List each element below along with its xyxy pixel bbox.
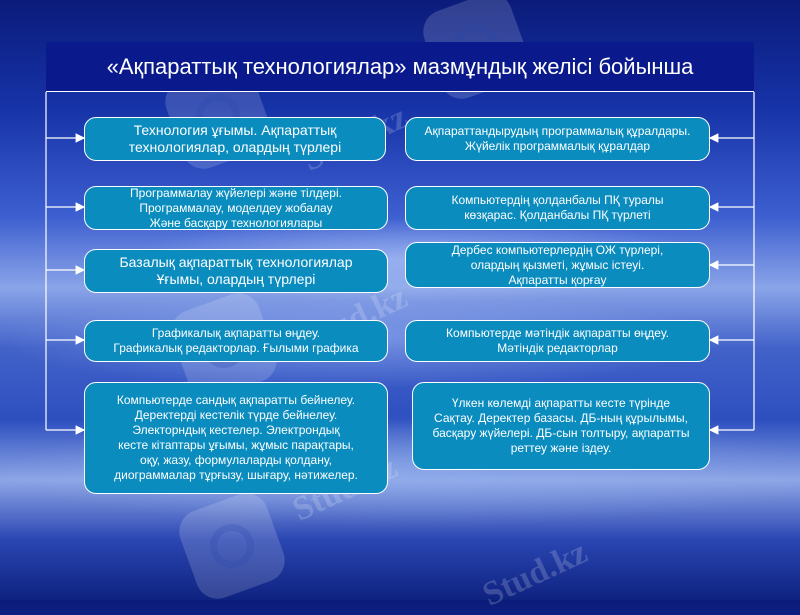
right-box-operating-systems: Дербес компьютерлердің ОЖ түрлері, олардың қызметі, жұмыс істеуі. Ақпаратты қорғау	[405, 242, 710, 288]
left-box-technology-concept: Технология ұғымы. Ақпараттық технологиялар, олардың түрлері	[84, 117, 386, 161]
left-box-programming-systems: Программалау жүйелері және тілдері. Программалау, моделдеу жобалау Және басқару технологиялары	[84, 186, 388, 230]
watermark-text: Stud.kz	[477, 533, 593, 614]
right-box-software-tools: Ақпараттандырудың программалық құралдары. Жүйелік программалық құралдар	[405, 117, 710, 161]
left-box-graphics: Графикалық ақпаратты өңдеу. Графикалық редакторлар. Ғылыми графика	[84, 320, 388, 362]
right-box-application-software: Компьютердің қолданбалы ПҚ туралы көзқарас. Қолданбалы ПҚ түрлеті	[405, 186, 710, 230]
slide-title: «Ақпараттық технологиялар» мазмұндық желісі бойынша	[106, 53, 694, 79]
watermark-text: Stud.kz	[297, 278, 413, 359]
right-box-databases: Үлкен көлемді ақпаратты кесте түрінде Сақтау. Деректер базасы. ДБ-ның құрылымы, басқару жүйелері. ДБ-сын толтыру, ақпаратты реттеу және іздеу.	[412, 382, 710, 470]
slide-title-bar	[46, 42, 754, 92]
right-box-text-processing: Компьютерде мәтіндік ақпаратты өңдеу. Мәтіндік редакторлар	[405, 320, 710, 362]
left-box-basic-technologies: Базалық ақпараттық технологиялар Ұғымы, олардың түрлері	[84, 249, 388, 293]
left-box-spreadsheets: Компьютерде сандық ақпаратты бейнелеу. Деректерді кестелік түрде бейнелеу. Электорндық кестелер. Электрондық кесте кітаптары ұғымы, жұмыс парақтары, оқу, жазу, формулаларды қолдану, диограммалар тұрғызу, шығару, нәтижелер.	[84, 382, 388, 494]
